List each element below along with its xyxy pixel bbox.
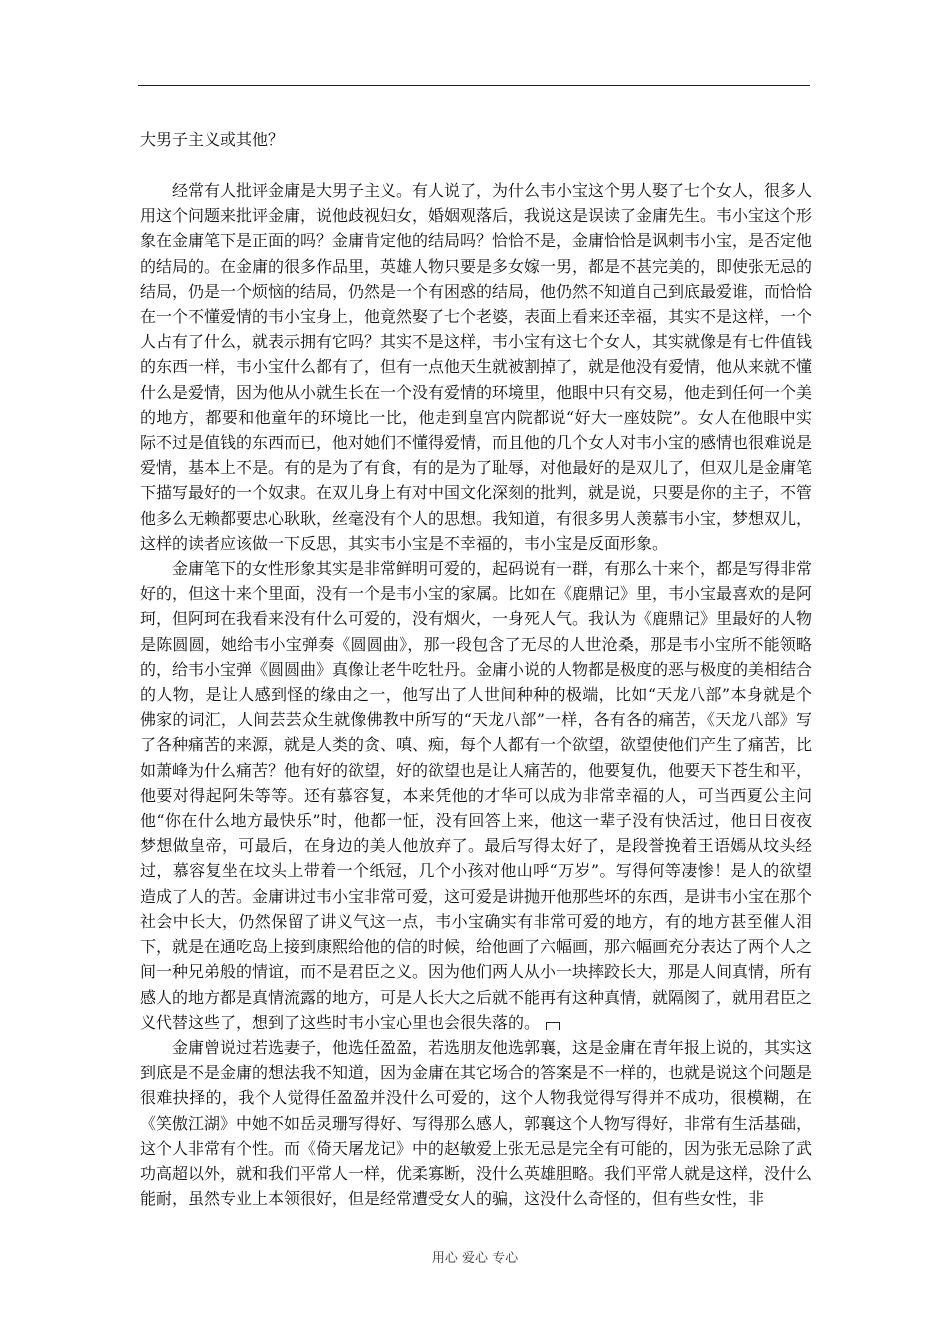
- page-footer: 用心 爱心 专心: [431, 1251, 519, 1266]
- paragraph-1: 经常有人批评金庸是大男子主义。有人说了，为什么韦小宝这个男人娶了七个女人，很多人用这个问题来批评金庸，说他歧视妇女，婚姻观落后，我说这是误读了金庸先生。韦小宝这个形象在金庸笔下是正面的吗？金庸肯定他的结局吗？恰恰不是，金庸恰恰是讽刺韦小宝，是否定他的结局的。在金庸的很多作品里，英雄人物只要是多女嫁一男，都是不甚完美的，即使张无忌的结局，仍是一个烦恼的结局，仍然是一个有困惑的结局，他仍然不知道自己到底最爱谁，而恰恰在一个不懂爱情的韦小宝身上，他竟然娶了七个老婆，表面上看来还幸福，其实不是这样，一个人占有了什么，就表示拥有它吗？其实不是这样，韦小宝有这七个女人，其实就像是有七件值钱的东西一样，韦小宝什么都有了，但有一点他天生就被割掉了，就是他没有爱情，他从来就不懂什么是爱情，因为他从小就生长在一个没有爱情的环境里，他眼中只有交易，他走到任何一个美的地方，都要和他童年的环境比一比，他走到皇宫内院都说“好大一座妓院”。女人在他眼中实际不过是值钱的东西而已，他对她们不懂得爱情，而且他的几个女人对韦小宝的感情也很难说是爱情，基本上不是。有的是为了有食，有的是为了耻辱，对他最好的是双儿了，但双儿是金庸笔下描写最好的一个奴隶。在双儿身上有对中国文化深刻的批判，就是说，只要是你的主子，不管他多么无赖都要忠心耿耿，丝毫没有个人的思想。我知道，有很多男人羡慕韦小宝，梦想双儿，这样的读者应该做一下反思，其实韦小宝是不幸福的，韦小宝是反面形象。: [140, 181, 813, 553]
- header-rule: [138, 85, 810, 86]
- bracket-mark-icon: [546, 1022, 560, 1030]
- paragraph-3: 金庸曾说过若选妻子，他选任盈盈，若选朋友他选郭襄，这是金庸在青年报上说的，其实这到底是不是金庸的想法我不知道，因为金庸在其它场合的答案是不一样的，也就是说这个问题是很难抉择的，我个人觉得任盈盈并没什么可爱的，这个人物我觉得写得并不成功，很模糊，在《笑傲江湖》中她不如岳灵珊写得好、写得那么感人，郭襄这个人物写得好，非常有生活基础，这个人非常有个性。而《倚天屠龙记》中的赵敏爱上张无忌是完全有可能的，因为张无忌除了武功高超以外，就和我们平常人一样，优柔寡断，没什么英雄胆略。我们平常人就是这样，没什么能耐，虽然专业上本领很好，但是经常遭受女人的骗，这没什么奇怪的，但有些女性，非: [140, 1037, 813, 1209]
- document-title: 大男子主义或其他？: [140, 130, 285, 149]
- paragraph-2: 金庸笔下的女性形象其实是非常鲜明可爱的，起码说有一群，有那么十来个，都是写得非常好的，但这十来个里面，没有一个是韦小宝的家属。比如在《鹿鼎记》里，韦小宝最喜欢的是阿珂，但阿珂在我看来没有什么可爱的，没有烟火，一身死人气。我认为《鹿鼎记》里最好的人物是陈圆圆，她给韦小宝弹奏《圆圆曲》，那一段包含了无尽的人世沧桑，那是韦小宝所不能领略的，给韦小宝弹《圆圆曲》真像让老牛吃牡丹。金庸小说的人物都是极度的恶与极度的美相结合的人物，是让人感到怪的缘由之一，他写出了人世间种种的极端，比如“天龙八部”本身就是个佛家的词汇，人间芸芸众生就像佛教中所写的“天龙八部”一样，各有各的痛苦，《天龙八部》写了各种痛苦的来源，就是人类的贪、嗔、痴，每个人都有一个欲望，欲望使他们产生了痛苦，比如萧峰为什么痛苦？他有好的欲望，好的欲望也是让人痛苦的，他要复仇，他要天下苍生和平，他要对得起阿朱等等。还有慕容复，本来凭他的才华可以成为非常幸福的人，可当西夏公主问他“你在什么地方最快乐”时，他都一怔，没有回答上来，他这一辈子没有快活过，他日日夜夜梦想做皇帝，可最后，在身边的美人他放弃了。最后写得太好了，是段誉挽着王语嫣从坟头经过，慕容复坐在坟头上带着一个纸冠，几个小孩对他山呼“万岁”。写得何等凄惨！是人的欲望造成了人的苦。金庸讲过韦小宝非常可爱，这可爱是讲抛开他那些坏的东西，是讲韦小宝在那个社会中长大，仍然保留了讲义气这一点，韦小宝确实有非常可爱的地方，有的地方甚至催人泪下，就是在通吃岛上接到康熙给他的信的时候，给他画了六幅画，那六幅画充分表达了两个人之间一种兄弟般的情谊，而不是君臣之义。因为他们两人从小一块摔跤长大，那是人间真情，所有感人的地方都是真情流露的地方，可是人长大之后就不能再有这种真情，就隔阂了，就用君臣之义代替这些了，想到了这些时韦小宝心里也会很失落的。: [140, 559, 813, 1032]
- document-body: [140, 130, 812, 1211]
